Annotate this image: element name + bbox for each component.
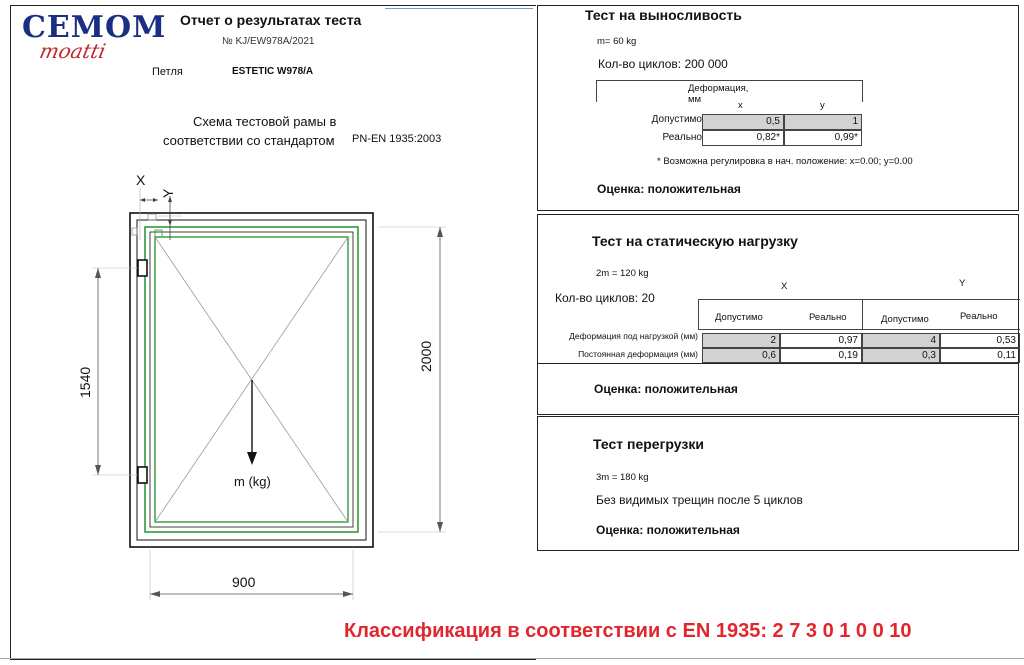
report-number: № KJ/EW978A/2021	[222, 36, 315, 47]
bottom-divider	[0, 658, 1024, 659]
static-load-panel	[537, 214, 1019, 363]
hinge-top	[138, 260, 147, 276]
overload-mass: 3m = 180 kg	[596, 472, 649, 483]
hinge-bottom	[138, 467, 147, 483]
endurance-mass: m= 60 kg	[597, 36, 637, 47]
static-row2-label: Постоянная деформация (мм)	[578, 349, 698, 359]
deformation-header: Деформация, мм	[688, 83, 749, 105]
classification-code: Классификация в соответствии с EN 1935: 2 7 3 0 1 0 0 10	[344, 620, 912, 642]
static-row1-x-real: 0,97	[780, 333, 862, 348]
static-row2-y-real: 0,11	[940, 348, 1020, 363]
schema-caption-line2: соответствии со стандартом	[163, 133, 335, 148]
endurance-real-x: 0,82*	[702, 130, 784, 146]
overload-verdict: Оценка: положительная	[596, 523, 740, 537]
dim-y-label: Y	[160, 188, 176, 198]
endurance-real-y: 0,99*	[784, 130, 862, 146]
endurance-cycles: Кол-во циклов: 200 000	[598, 57, 728, 71]
test-frame-drawing	[0, 0, 536, 620]
endurance-note: * Возможна регулировка в нач. положение: x=0.00; y=0.00	[657, 156, 913, 167]
static-row2-x-allowed: 0,6	[702, 348, 780, 363]
col-x-header: x	[738, 100, 743, 111]
static-row2-x-real: 0,19	[780, 348, 862, 363]
static-x-allowed-header: Допустимо	[715, 312, 763, 323]
endurance-test-panel	[537, 5, 1019, 211]
static-cycles: Кол-во циклов: 20	[555, 291, 655, 305]
dim-width-label: 900	[232, 574, 256, 590]
static-row1-y-allowed: 4	[862, 333, 940, 348]
load-label: m (kg)	[234, 474, 271, 489]
overload-title: Тест перегрузки	[593, 436, 704, 452]
overload-test-panel	[537, 416, 1019, 551]
logo-cemom: CEMOM	[22, 10, 167, 45]
logo-moatti: moatti	[37, 39, 108, 63]
dim-height-label: 2000	[418, 340, 434, 372]
static-x-real-header: Реально	[809, 312, 847, 323]
static-y-real-header: Реально	[960, 311, 998, 322]
dim-hinge-label: 1540	[77, 366, 93, 398]
report-title: Отчет о результатах теста	[180, 12, 362, 28]
endurance-allowed-x: 0,5	[702, 114, 784, 130]
hinge-label: Петля	[152, 66, 183, 78]
static-row1-y-real: 0,53	[940, 333, 1020, 348]
static-verdict: Оценка: положительная	[594, 382, 738, 396]
static-title: Тест на статическую нагрузку	[592, 233, 798, 249]
static-group-x: X	[781, 281, 788, 292]
row-allowed-label: Допустимо	[651, 114, 702, 125]
hinge-model: ESTETIC W978/A	[232, 66, 314, 77]
endurance-verdict: Оценка: положительная	[597, 182, 741, 196]
static-mass: 2m = 120 kg	[596, 268, 649, 279]
static-y-allowed-header: Допустимо	[881, 314, 929, 325]
col-y-header: y	[820, 100, 825, 111]
schema-caption-line1: Схема тестовой рамы в	[193, 114, 337, 129]
row-real-label: Реально	[662, 132, 702, 143]
schema-standard: PN-EN 1935:2003	[352, 133, 442, 145]
static-row1-x-allowed: 2	[702, 333, 780, 348]
static-group-y: Y	[959, 278, 966, 289]
static-row2-y-allowed: 0,3	[862, 348, 940, 363]
static-verdict-panel	[537, 363, 1019, 415]
static-row1-label: Деформация под нагрузкой (мм)	[569, 331, 698, 341]
endurance-allowed-y: 1	[784, 114, 862, 130]
overload-result: Без видимых трещин после 5 циклов	[596, 493, 803, 507]
dim-x-label: X	[136, 172, 146, 188]
endurance-title: Тест на выносливость	[585, 7, 742, 23]
